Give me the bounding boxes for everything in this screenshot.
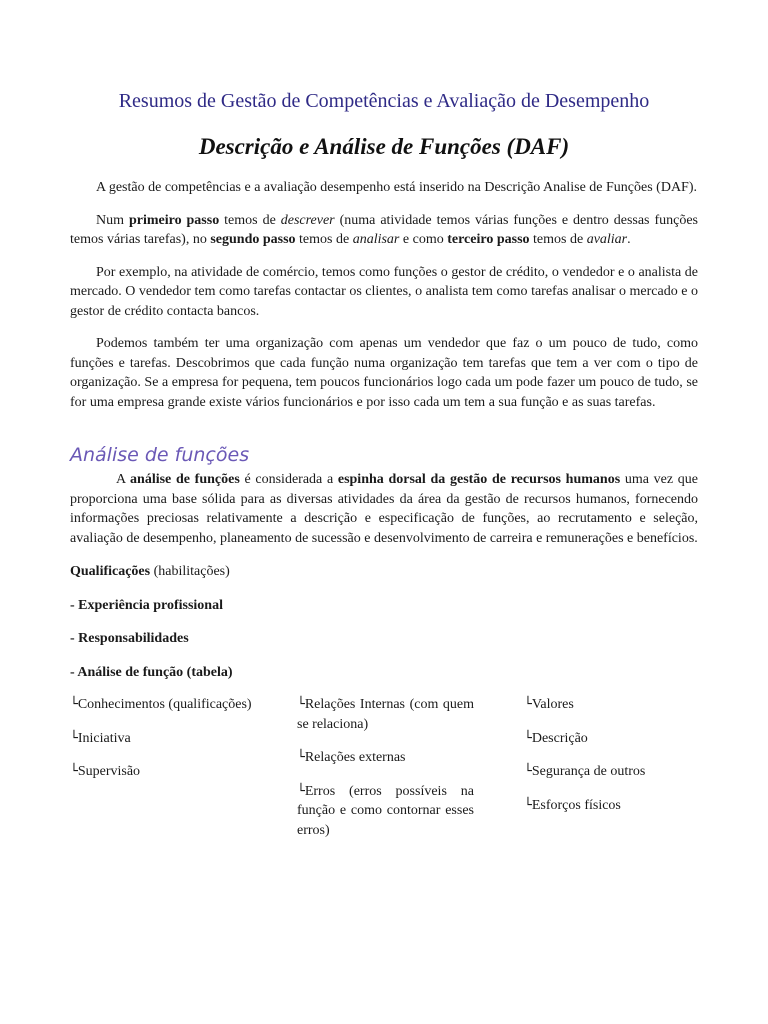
corner-bracket-icon: └ (524, 797, 532, 813)
corner-bracket-icon: └ (70, 730, 78, 746)
corner-bracket-icon: └ (524, 697, 532, 712)
section-title-analise: Análise de funções (70, 444, 250, 466)
table-item: └Supervisão (70, 764, 141, 779)
table-item: └Relações Internas (com quem se relaciona) (297, 697, 474, 732)
table-item: └Erros (erros possíveis na função e como contornar esses erros) (297, 783, 474, 838)
corner-bracket-icon: └ (297, 750, 305, 765)
corner-bracket-icon: └ (297, 783, 305, 799)
table-item: └Relações externas (297, 750, 406, 765)
function-analysis-table (70, 695, 698, 854)
table-item: └Descrição (524, 730, 588, 746)
corner-bracket-icon: └ (70, 764, 78, 779)
corner-bracket-icon: └ (524, 730, 532, 746)
list-qualificacoes: Qualificações (habilitações) (70, 564, 230, 579)
document-title: Descrição e Análise de Funções (DAF) (198, 134, 570, 159)
table-item: └Valores (524, 697, 574, 712)
table-item: └Esforços físicos (524, 797, 621, 813)
table-item: └Segurança de outros (524, 764, 646, 779)
list-responsabilidades: - Responsabilidades (70, 631, 189, 646)
table-column-1 (70, 695, 297, 854)
list-analise-funcao: - Análise de função (tabela) (70, 664, 233, 680)
paragraph-analise: A análise de funções é considerada a espinha dorsal da gestão de recursos humanos uma vez que proporciona uma base sólida para as diversas atividades da área da gestão de recursos humanos, fornecendo informações preciosas relativamente a descrição e especificação de funções, ao recrutamento e seleção, avaliação de desempenho, planeamento de sucessão e desenvolvimento de carreira e remunerações e benefícios. (70, 472, 698, 546)
table-column-3 (524, 695, 674, 854)
paragraph-organization: Podemos também ter uma organização com apenas um vendedor que faz o um pouco de tudo, como funções e tarefas. Descobrimos que cada função numa organização tem tarefas que tem a ver com o tipo de organização. Se a empresa for pequena, tem poucos funcionários logo cada um pode fazer um pouco de tudo, se for uma empresa grande existe vários funcionários e por isso cada um tem a sua função e as suas tarefas. (70, 336, 698, 410)
corner-bracket-icon: └ (524, 764, 532, 779)
table-column-2 (297, 695, 474, 854)
paragraph-steps: Num primeiro passo temos de descrever (numa atividade temos várias funções e dentro dessas funções temos várias tarefas), no segundo passo temos de analisar e como terceiro passo temos de avaliar. (70, 212, 698, 247)
document-header: Resumos de Gestão de Competências e Avaliação de Desempenho (118, 90, 650, 112)
table-item: └Conhecimentos (qualificações) (70, 697, 252, 712)
paragraph-intro: A gestão de competências e a avaliação desempenho está inserido na Descrição Analise de Funções (DAF). (96, 180, 698, 195)
corner-bracket-icon: └ (70, 697, 78, 712)
corner-bracket-icon: └ (297, 697, 305, 712)
paragraph-example: Por exemplo, na atividade de comércio, temos como funções o gestor de crédito, o vendedor e o analista de mercado. O vendedor tem como tarefas contactar os clientes, o analista tem como tarefas analisar o mercado e o gestor de crédito contacta bancos. (70, 264, 698, 319)
list-experiencia: - Experiência profissional (70, 597, 223, 613)
table-item: └Iniciativa (70, 730, 131, 746)
